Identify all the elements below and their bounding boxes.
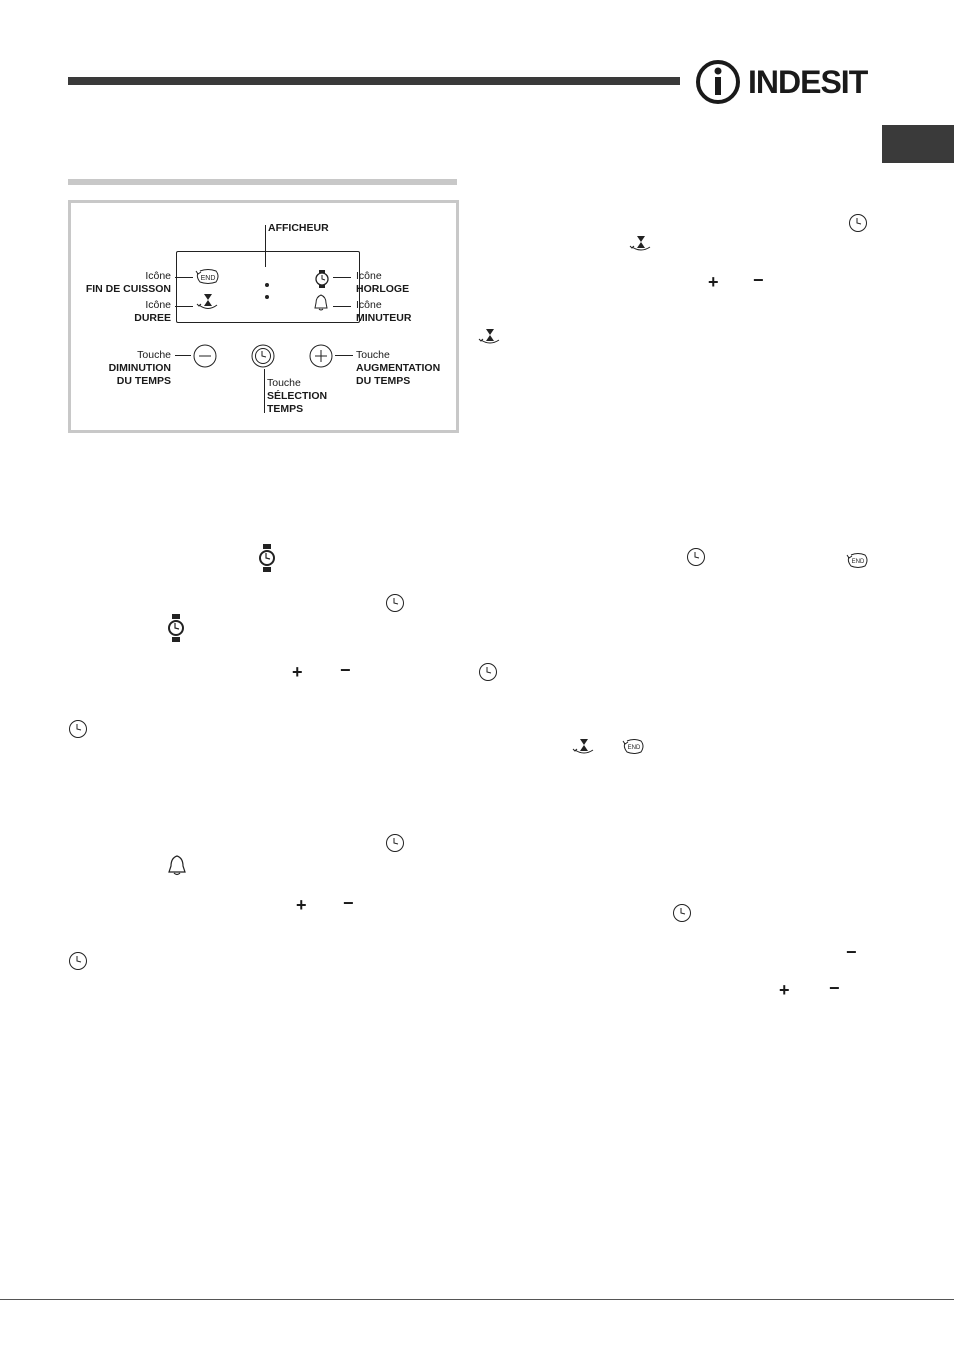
end-icon-label: Icône FIN DE CUISSON (85, 270, 171, 295)
plus-pointer (335, 355, 353, 356)
bell-pointer (333, 306, 351, 307)
brand-name: INDESIT (748, 64, 868, 100)
language-tab (882, 125, 954, 163)
duration-pointer (175, 306, 193, 307)
clock-icon (259, 544, 275, 572)
duration-icon (478, 328, 502, 346)
minus-symbol: − (829, 978, 840, 998)
indesit-logo (694, 58, 870, 106)
plus-symbol: + (708, 272, 719, 292)
time-select-icon (385, 593, 405, 613)
duration-icon (196, 292, 220, 312)
clock-icon-label: Icône HORLOGE (356, 270, 410, 295)
minus-symbol: − (753, 270, 764, 290)
colon-dot-bottom (265, 295, 269, 299)
plus-symbol: + (296, 895, 307, 915)
minus-button-label: Touche DIMINUTION DU TEMPS (108, 349, 171, 387)
colon-dot-top (265, 283, 269, 287)
duration-icon (629, 235, 653, 253)
bell-icon-label: Icône MINUTEUR (356, 299, 412, 324)
select-pointer (264, 369, 265, 413)
display-screen (176, 251, 360, 323)
clock-pointer (333, 277, 351, 278)
clock-icon (168, 614, 184, 642)
minus-symbol: − (340, 660, 351, 680)
footer-rule (0, 1299, 954, 1300)
clock-icon (315, 270, 329, 288)
end-cooking-icon (195, 268, 221, 286)
section-bar (68, 179, 457, 185)
bell-icon (313, 294, 329, 312)
minus-symbol: − (343, 893, 354, 913)
plus-button[interactable] (309, 344, 333, 368)
minus-symbol: − (846, 942, 857, 962)
time-select-button[interactable] (251, 344, 275, 368)
plus-symbol: + (292, 662, 303, 682)
end-pointer (175, 277, 193, 278)
time-select-icon (848, 213, 868, 233)
svg-text:END: END (200, 275, 216, 282)
time-select-icon (385, 833, 405, 853)
end-cooking-icon (622, 738, 646, 756)
svg-text:END: END (851, 559, 865, 565)
minus-pointer (175, 355, 191, 356)
time-select-icon (672, 903, 692, 923)
end-cooking-icon (846, 552, 870, 570)
time-select-icon (686, 547, 706, 567)
duration-icon (572, 738, 596, 756)
select-button-label: Touche SÉLECTION TEMPS (267, 377, 328, 415)
time-select-icon (68, 719, 88, 739)
control-panel-diagram (68, 200, 459, 433)
header-bar (68, 77, 680, 85)
afficheur-label: AFFICHEUR (268, 222, 329, 234)
time-select-icon (478, 662, 498, 682)
plus-symbol: + (779, 980, 790, 1000)
minus-button[interactable] (193, 344, 217, 368)
time-select-icon (68, 951, 88, 971)
svg-text:END: END (627, 745, 641, 751)
bell-icon (167, 855, 187, 877)
plus-button-label: Touche AUGMENTATION DU TEMPS (356, 349, 441, 387)
duration-icon-label: Icône DUREE (134, 299, 171, 324)
brand-i-icon (694, 58, 744, 106)
